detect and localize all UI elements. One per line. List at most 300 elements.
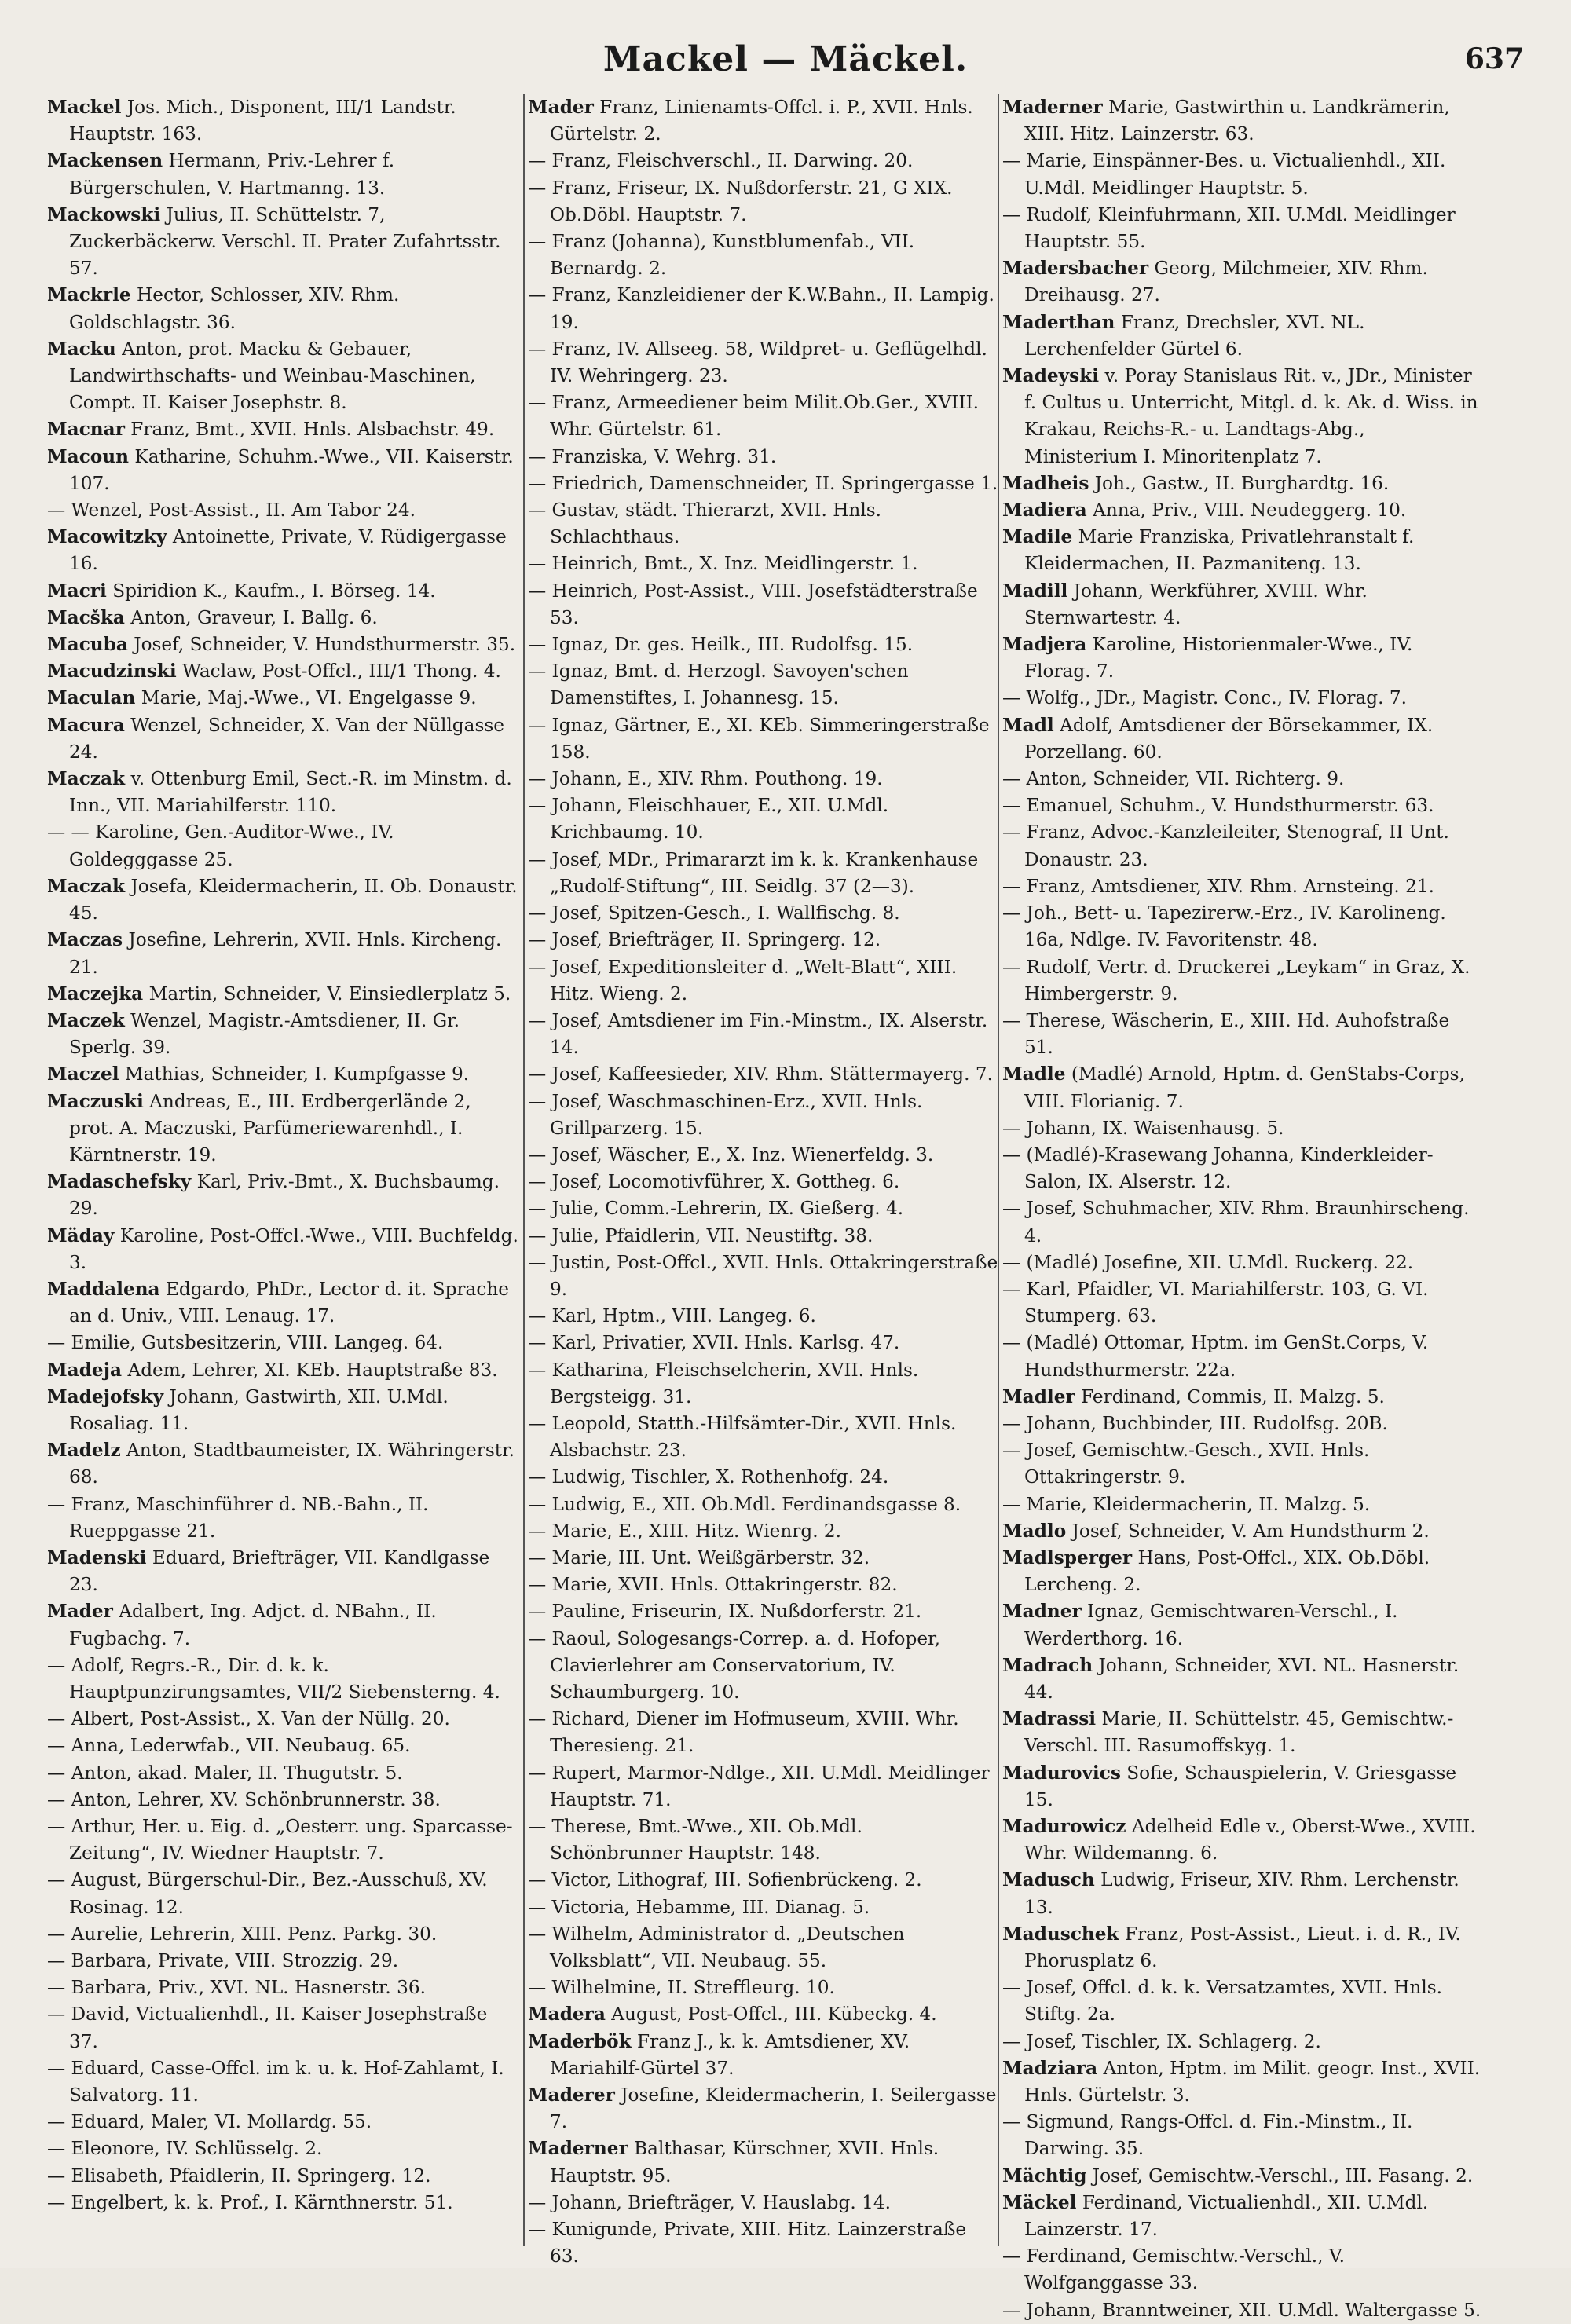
entry-text: — Friedrich, Damenschneider, II. Springergasse 1. [528, 472, 998, 494]
entry-text: Karl, Priv.-Bmt., X. Buchsbaumg. 29. [69, 1171, 500, 1220]
directory-entry [528, 1867, 999, 1894]
entry-text: — Raoul, Sologesangs-Correp. a. d. Hofoper, Clavierlehrer am Conservatorium, IV. Schaumburgerg. 10. [528, 1627, 940, 1703]
entry-text: Waclaw, Post-Offcl., III/1 Thong. 4. [182, 661, 501, 683]
entry-text: — Franz, Armeediener beim Milit.Ob.Ger., XVIII. Whr. Gürtelstr. 61. [528, 392, 980, 441]
directory-entry [528, 900, 999, 927]
entry-text: — August, Bürgerschul-Dir., Bez.-Ausschuß, XV. Rosinag. 12. [47, 1869, 488, 1918]
entry-surname: Madurovics [1002, 1762, 1121, 1784]
entry-text: Ferdinand, Commis, II. Malzg. 5. [1081, 1385, 1385, 1407]
directory-entry [1002, 819, 1483, 873]
entry-surname: Madner [1002, 1601, 1082, 1623]
entry-text: — Emanuel, Schuhm., V. Hundsthurmerstr. 63. [1002, 795, 1434, 817]
entry-text: Marie Franziska, Privatlehranstalt f. Kleidermachen, II. Pazmaniteng. 13. [1024, 526, 1415, 575]
entry-text: Marie, Maj.-Wwe., VI. Engelgasse 9. [141, 687, 477, 709]
directory-entry [1002, 954, 1483, 1008]
entry-text: — Johann, IX. Waisenhausg. 5. [1002, 1117, 1284, 1139]
directory-entry [47, 685, 518, 712]
entry-surname: Mackowski [47, 203, 161, 225]
entry-text: — Josef, Briefträger, II. Springerg. 12. [528, 929, 881, 951]
entry-surname: Maderer [528, 2084, 615, 2106]
entry-text: Jos. Mich., Disponent, III/1 Landstr. Hauptstr. 163. [69, 97, 456, 145]
entry-text: — Ignaz, Dr. ges. Heilk., III. Rudolfsg. 15. [528, 634, 914, 656]
directory-entry [1002, 363, 1483, 470]
directory-entry [47, 2109, 518, 2136]
entry-surname: Maczuski [47, 1090, 144, 1112]
entry-text: Hector, Schlosser, XIV. Rhm. Goldschlagstr. 36. [69, 284, 400, 333]
entry-surname: Macška [47, 606, 125, 628]
directory-entry [528, 1357, 999, 1411]
entry-text: — Wilhelm, Administrator d. „Deutschen Volksblatt“, VII. Neubaug. 55. [528, 1923, 905, 1972]
directory-entry [528, 631, 999, 658]
entry-text: Andreas, E., III. Erdbergerlände 2, prot. A. Maczuski, Parfümeriewarenhdl., I. Kärntnerstr. 19. [69, 1090, 471, 1166]
directory-entry [47, 1276, 518, 1330]
entry-surname: Madill [1002, 580, 1068, 602]
directory-entry [528, 1464, 999, 1491]
entry-text: Wenzel, Schneider, X. Van der Nüllgasse 24. [69, 714, 504, 763]
directory-entry [528, 847, 999, 900]
directory-entry [1002, 148, 1483, 201]
directory-entry [47, 2190, 518, 2216]
entry-text: Balthasar, Kürschner, XVII. Hnls. Hauptstr. 95. [550, 2138, 939, 2187]
entry-text: Adelheid Edle v., Oberst-Wwe., XVIII. Whr. Wildemanng. 6. [1024, 1816, 1476, 1865]
directory-entry [1002, 1813, 1483, 1867]
directory-entry [47, 2001, 518, 2055]
directory-entry [528, 1169, 999, 1195]
entry-text: — Anton, Schneider, VII. Richterg. 9. [1002, 768, 1345, 790]
entry-text: — Josef, Waschmaschinen-Erz., XVII. Hnls. Grillparzerg. 15. [528, 1090, 923, 1139]
entry-surname: Madejofsky [47, 1385, 164, 1407]
column-divider [523, 94, 525, 2246]
entry-text: — Engelbert, k. k. Prof., I. Kärnthnerstr. 51. [47, 2191, 453, 2213]
directory-entry [1002, 631, 1483, 685]
entry-text: Josefa, Kleidermacherin, II. Ob. Donaustr. 45. [69, 875, 518, 924]
directory-entry [1002, 524, 1483, 577]
directory-entry [47, 578, 518, 605]
directory-entry [47, 1598, 518, 1652]
entry-surname: Madheis [1002, 472, 1089, 494]
entry-text: Anna, Priv., VIII. Neudeggerg. 10. [1093, 500, 1407, 522]
entry-text: — Franz, Maschinführer d. NB.-Bahn., II. Rueppgasse 21. [47, 1493, 429, 1542]
entry-text: — Eleonore, IV. Schlüsselg. 2. [47, 2138, 323, 2160]
directory-entry [528, 1089, 999, 1142]
directory-entry [47, 1223, 518, 1276]
entry-text: Johann, Werkführer, XVIII. Whr. Sternwartestr. 4. [1024, 580, 1368, 628]
entry-text: Wenzel, Magistr.-Amtsdiener, II. Gr. Sperlg. 39. [69, 1009, 460, 1059]
entry-text: — Ignaz, Bmt. d. Herzogl. Savoyen'schen Damenstiftes, I. Johannesg. 15. [528, 661, 909, 709]
directory-entry [47, 1061, 518, 1088]
entry-text: — Eduard, Maler, VI. Mollardg. 55. [47, 2111, 372, 2133]
directory-entry [1002, 255, 1483, 309]
entry-text: Ignaz, Gemischtwaren-Verschl., I. Werderthorg. 16. [1024, 1601, 1398, 1649]
entry-text: — (Madlé) Josefine, XII. U.Mdl. Ruckerg. 22. [1002, 1251, 1414, 1273]
directory-entry [47, 202, 518, 283]
directory-entry [528, 1760, 999, 1813]
directory-entry [528, 1813, 999, 1867]
page-number: 637 [1464, 42, 1524, 75]
directory-entry [47, 2136, 518, 2162]
directory-entry [47, 658, 518, 685]
entry-text: — Therese, Bmt.-Wwe., XII. Ob.Mdl. Schönbrunner Hauptstr. 148. [528, 1816, 862, 1865]
column-2 [528, 94, 999, 2267]
entry-surname: Mächtig [1002, 2165, 1087, 2187]
entry-text: Sofie, Schauspielerin, V. Griesgasse 15. [1024, 1762, 1457, 1810]
directory-entry [528, 229, 999, 282]
directory-entry [47, 2163, 518, 2190]
entry-surname: Madelz [47, 1440, 121, 1462]
directory-entry [1002, 1384, 1483, 1411]
directory-entry [1002, 2029, 1483, 2055]
entry-text: Julius, II. Schüttelstr. 7, Zuckerbäckerw. Verschl. II. Prater Zufahrtsstr. 57. [69, 203, 501, 280]
entry-text: — Karl, Hptm., VIII. Langeg. 6. [528, 1305, 816, 1327]
entry-text: — Heinrich, Bmt., X. Inz. Meidlingerstr. 1. [528, 553, 918, 575]
entry-text: — Kunigunde, Private, XIII. Hitz. Lainzerstraße 63. [528, 2219, 967, 2267]
directory-entry [47, 2055, 518, 2109]
directory-entry [1002, 1545, 1483, 1598]
entry-surname: Madler [1002, 1385, 1075, 1407]
directory-entry [1002, 94, 1483, 148]
directory-entry [1002, 1867, 1483, 1920]
directory-entry [47, 873, 518, 927]
directory-entry [1002, 1974, 1483, 2028]
entry-surname: Maduschek [1002, 1923, 1119, 1945]
entry-text: — Ludwig, E., XII. Ob.Mdl. Ferdinandsgasse 8. [528, 1493, 961, 1515]
directory-entry [1002, 1142, 1483, 1195]
entry-text: Josef, Schneider, V. Am Hundsthurm 2. [1071, 1520, 1430, 1542]
entry-surname: Maczejka [47, 983, 144, 1005]
entry-surname: Macowitzky [47, 526, 167, 548]
entry-surname: Maczek [47, 1009, 125, 1031]
directory-entry [47, 1974, 518, 2001]
entry-text: — Anna, Lederwfab., VII. Neubaug. 65. [47, 1735, 411, 1757]
directory-entry [1002, 202, 1483, 255]
entry-surname: Madeyski [1002, 365, 1100, 387]
entry-text: — Eduard, Casse-Offcl. im k. u. k. Hof-Zahlamt, I. Salvatorg. 11. [47, 2057, 504, 2106]
directory-entry [1002, 792, 1483, 819]
entry-surname: Madle [1002, 1063, 1066, 1085]
entry-text: Franz, Linienamts-Offcl. i. P., XVII. Hnls. Gürtelstr. 2. [550, 97, 973, 145]
directory-entry [528, 148, 999, 174]
entry-surname: Maczel [47, 1063, 119, 1085]
entry-surname: Madjera [1002, 634, 1087, 656]
directory-entry [1002, 766, 1483, 792]
directory-entry [1002, 309, 1483, 363]
directory-entry [528, 1545, 999, 1572]
entry-text: — Barbara, Private, VIII. Strozzig. 29. [47, 1950, 399, 1972]
entry-text: — Josef, Offcl. d. k. k. Versatzamtes, XVII. Hnls. Stiftg. 2a. [1002, 1977, 1443, 2026]
directory-entry [47, 336, 518, 417]
directory-entry [1002, 1195, 1483, 1249]
entry-surname: Macku [47, 338, 116, 360]
directory-entry [47, 1948, 518, 1974]
entry-text: Hans, Post-Offcl., XIX. Ob.Döbl. Lercheng. 2. [1024, 1546, 1430, 1596]
directory-entry [47, 148, 518, 201]
entry-text: Marie, Gastwirthin u. Landkrämerin, XIII. Hitz. Lainzerstr. 63. [1024, 97, 1450, 145]
entry-text: Adalbert, Ing. Adjct. d. NBahn., II. Fugbachg. 7. [69, 1601, 437, 1649]
entry-surname: Madile [1002, 526, 1073, 548]
directory-entry [47, 766, 518, 819]
entry-text: — Ignaz, Gärtner, E., XI. KEb. Simmeringerstraße 158. [528, 714, 990, 763]
entry-surname: Macri [47, 580, 107, 602]
directory-entry [528, 2190, 999, 2216]
directory-entry [47, 416, 518, 443]
entry-surname: Madurowicz [1002, 1816, 1126, 1837]
directory-entry [1002, 1061, 1483, 1114]
directory-entry [47, 1921, 518, 1948]
directory-entry [1002, 2243, 1483, 2297]
directory-entry [528, 282, 999, 335]
entry-text: — Pauline, Friseurin, IX. Nußdorferstr. 21. [528, 1601, 922, 1623]
directory-entry [1002, 1437, 1483, 1491]
entry-surname: Macura [47, 714, 125, 736]
entry-text: — Marie, E., XIII. Hitz. Wienrg. 2. [528, 1520, 842, 1542]
directory-entry [47, 1652, 518, 1706]
directory-entry [528, 1223, 999, 1250]
directory-entry [528, 1921, 999, 1974]
entry-text: — Victor, Lithograf, III. Sofienbrückeng. 2. [528, 1869, 922, 1891]
directory-entry [47, 1089, 518, 1169]
entry-text: Mathias, Schneider, I. Kumpfgasse 9. [124, 1063, 470, 1085]
entry-surname: Mäckel [1002, 2191, 1077, 2213]
directory-entry [47, 927, 518, 980]
entry-text: — Rudolf, Vertr. d. Druckerei „Leykam“ in Graz, X. Himbergerstr. 9. [1002, 956, 1470, 1005]
entry-text: Katharine, Schuhm.-Wwe., VII. Kaiserstr. 107. [69, 445, 514, 494]
entry-text: — Albert, Post-Assist., X. Van der Nüllg. 20. [47, 1708, 450, 1730]
entry-text: Franz J., k. k. Amtsdiener, XV. Mariahilf-Gürtel 37. [550, 2030, 910, 2079]
entry-text: Franz, Post-Assist., Lieut. i. d. R., IV. Phorusplatz 6. [1024, 1923, 1461, 1972]
directory-entry [528, 1518, 999, 1545]
directory-entry [528, 175, 999, 229]
column-3 [1002, 94, 1483, 2321]
entry-surname: Macoun [47, 445, 129, 467]
directory-entry [528, 390, 999, 443]
entry-surname: Madusch [1002, 1869, 1095, 1891]
entry-text: Antoinette, Private, V. Rüdigergasse 16. [69, 526, 507, 575]
entry-text: Adem, Lehrer, XI. KEb. Hauptstraße 83. [127, 1359, 498, 1381]
entry-text: — (Madlé) Ottomar, Hptm. im GenSt.Corps, V. Hundsthurmerstr. 22a. [1002, 1332, 1429, 1381]
entry-text: — Franz, Amtsdiener, XIV. Rhm. Arnsteing. 21. [1002, 875, 1435, 897]
directory-entry [1002, 873, 1483, 900]
directory-entry [528, 712, 999, 766]
directory-entry [1002, 1008, 1483, 1061]
entry-text: — Johann, Branntweiner, XII. U.Mdl. Waltergasse 5. [1002, 2299, 1481, 2321]
directory-entry [47, 282, 518, 335]
directory-entry [47, 631, 518, 658]
entry-surname: Maddalena [47, 1278, 160, 1300]
directory-entry [528, 1491, 999, 1518]
entry-text: Georg, Milchmeier, XIV. Rhm. Dreihausg. 27. [1024, 258, 1428, 306]
directory-entry [528, 1303, 999, 1330]
directory-entry [47, 1491, 518, 1545]
directory-entry [528, 1142, 999, 1169]
directory-entry [528, 497, 999, 551]
entry-text: Martin, Schneider, V. Einsiedlerplatz 5. [148, 983, 511, 1005]
entry-text: Franz, Drechsler, XVI. NL. Lerchenfelder Gürtel 6. [1024, 311, 1365, 360]
entry-text: — Franz, IV. Allseeg. 58, Wildpret- u. Geflügelhdl. IV. Wehringerg. 23. [528, 338, 987, 387]
entry-text: — Josef, Tischler, IX. Schlagerg. 2. [1002, 2030, 1321, 2052]
entry-text: — Franz, Fleischverschl., II. Darwing. 20. [528, 150, 914, 172]
directory-entry [528, 927, 999, 953]
directory-entry [1002, 2109, 1483, 2162]
entry-surname: Madenski [47, 1546, 147, 1568]
directory-entry [528, 1250, 999, 1303]
entry-text: Josef, Gemischtw.-Verschl., III. Fasang. 2. [1092, 2165, 1474, 2187]
entry-surname: Maczak [47, 875, 126, 897]
directory-entry [1002, 2190, 1483, 2243]
entry-text: — Julie, Comm.-Lehrerin, IX. Gießerg. 4. [528, 1198, 904, 1220]
entry-text: — Julie, Pfaidlerin, VII. Neustiftg. 38. [528, 1224, 873, 1246]
entry-text: v. Ottenburg Emil, Sect.-R. im Minstm. d. Inn., VII. Mariahilferstr. 110. [69, 768, 512, 817]
entry-text: — Josef, Expeditionsleiter d. „Welt-Blatt“, XIII. Hitz. Wieng. 2. [528, 956, 958, 1005]
entry-text: — Franz (Johanna), Kunstblumenfab., VII. Bernardg. 2. [528, 231, 915, 280]
entry-text: — — Karoline, Gen.-Auditor-Wwe., IV. Goldegggasse 25. [47, 822, 394, 870]
entry-surname: Maderner [528, 2138, 628, 2160]
directory-entry [1002, 470, 1483, 497]
entry-text: — Marie, Kleidermacherin, II. Malzg. 5. [1002, 1493, 1371, 1515]
entry-text: — Wenzel, Post-Assist., II. Am Tabor 24. [47, 500, 416, 522]
entry-text: Anton, Stadtbaumeister, IX. Währingerstr. 68. [69, 1440, 515, 1488]
entry-surname: Madl [1002, 714, 1054, 736]
directory-entry [528, 954, 999, 1008]
directory-entry [47, 981, 518, 1008]
entry-text: — Marie, XVII. Hnls. Ottakringerstr. 82. [528, 1574, 898, 1596]
directory-entry [528, 94, 999, 148]
entry-text: — Rudolf, Kleinfuhrmann, XII. U.Mdl. Meidlinger Hauptstr. 55. [1002, 203, 1456, 253]
directory-entry [47, 1867, 518, 1920]
directory-entry [1002, 1598, 1483, 1652]
directory-entry [47, 819, 518, 873]
running-title: Mackel — Mäckel. [602, 39, 969, 79]
entry-text: — Wolfg., JDr., Magistr. Conc., IV. Florag. 7. [1002, 687, 1407, 709]
entry-text: Karoline, Post-Offcl.-Wwe., VIII. Buchfeldg. 3. [69, 1224, 518, 1273]
entry-surname: Madeja [47, 1359, 123, 1381]
directory-entry [528, 1598, 999, 1625]
entry-text: (Madlé) Arnold, Hptm. d. GenStabs-Corps, VIII. Florianig. 7. [1024, 1063, 1465, 1112]
directory-entry [528, 766, 999, 792]
entry-text: Josefine, Kleidermacherin, I. Seilergasse 7. [550, 2084, 997, 2133]
directory-entry [1002, 578, 1483, 631]
entry-surname: Mackel [47, 97, 122, 118]
directory-entry [528, 1008, 999, 1061]
entry-surname: Macnar [47, 419, 125, 441]
directory-entry [47, 444, 518, 497]
entry-text: — Franz, Friseur, IX. Nußdorferstr. 21, G XIX. Ob.Döbl. Hauptstr. 7. [528, 177, 953, 225]
entry-text: Ludwig, Friseur, XIV. Rhm. Lerchenstr. 13. [1024, 1869, 1459, 1918]
directory-entry [528, 2082, 999, 2136]
entry-text: — Johann, Buchbinder, III. Rudolfsg. 20B. [1002, 1412, 1388, 1434]
directory-entry [47, 712, 518, 766]
entry-text: — Victoria, Hebamme, III. Dianag. 5. [528, 1896, 870, 1918]
entry-text: — Adolf, Regrs.-R., Dir. d. k. k. Hauptpunzirungsamtes, VII/2 Siebensterng. 4. [47, 1654, 500, 1703]
directory-entry [47, 497, 518, 524]
entry-text: — David, Victualienhdl., II. Kaiser Josephstraße 37. [47, 2004, 488, 2052]
entry-surname: Madrach [1002, 1654, 1093, 1676]
directory-entry [47, 1330, 518, 1356]
entry-text: — Josef, Gemischtw.-Gesch., XVII. Hnls. Ottakringerstr. 9. [1002, 1440, 1370, 1488]
directory-entry [528, 2029, 999, 2082]
directory-entry [1002, 497, 1483, 524]
column-1 [47, 94, 518, 2246]
entry-surname: Madersbacher [1002, 258, 1149, 280]
directory-entry [1002, 1250, 1483, 1276]
column-divider [998, 94, 999, 2246]
entry-surname: Mader [47, 1601, 113, 1623]
directory-entry [528, 1974, 999, 2001]
entry-text: — Richard, Diener im Hofmuseum, XVIII. Whr. Theresieng. 21. [528, 1708, 959, 1757]
entry-text: — Karl, Privatier, XVII. Hnls. Karlsg. 47. [528, 1332, 900, 1354]
entry-text: Josefine, Lehrerin, XVII. Hnls. Kircheng. 21. [69, 929, 502, 978]
directory-entry [528, 444, 999, 470]
entry-text: — Arthur, Her. u. Eig. d. „Oesterr. ung. Sparcasse-Zeitung“, IV. Wiedner Hauptstr. 7. [47, 1816, 513, 1865]
entry-text: — Franz, Kanzleidiener der K.W.Bahn., II. Lampig. 19. [528, 284, 994, 333]
directory-entry [1002, 2163, 1483, 2190]
page-header [47, 39, 1524, 86]
entry-text: August, Post-Offcl., III. Kübeckg. 4. [611, 2004, 937, 2026]
entry-text: — Josef, Schuhmacher, XIV. Rhm. Braunhirscheng. 4. [1002, 1198, 1470, 1246]
entry-text: Eduard, Briefträger, VII. Kandlgasse 23. [69, 1546, 490, 1596]
entry-text: — Ludwig, Tischler, X. Rothenhofg. 24. [528, 1466, 889, 1488]
entry-text: — Aurelie, Lehrerin, XIII. Penz. Parkg. 30. [47, 1923, 438, 1945]
directory-entry [47, 1813, 518, 1867]
directory-entry [47, 94, 518, 148]
directory-entry [1002, 900, 1483, 953]
entry-surname: Maderner [1002, 97, 1103, 118]
entry-text: — Marie, III. Unt. Weißgärberstr. 32. [528, 1546, 870, 1568]
entry-text: Marie, II. Schüttelstr. 45, Gemischtw.-Verschl. III. Rasumoffskyg. 1. [1024, 1708, 1454, 1757]
entry-surname: Maczak [47, 768, 126, 790]
entry-text: — Gustav, städt. Thierarzt, XVII. Hnls. Schlachthaus. [528, 500, 882, 548]
entry-text: — Marie, Einspänner-Bes. u. Victualienhdl., XII. U.Mdl. Meidlinger Hauptstr. 5. [1002, 150, 1446, 199]
directory-entry [528, 2136, 999, 2189]
entry-surname: Maculan [47, 687, 136, 709]
directory-entry [528, 658, 999, 712]
directory-entry [1002, 1760, 1483, 1813]
directory-entry [528, 2216, 999, 2270]
entry-text: — Johann, Fleischhauer, E., XII. U.Mdl. Krichbaumg. 10. [528, 795, 889, 844]
directory-entry [528, 470, 999, 497]
directory-entry [1002, 685, 1483, 712]
directory-entry [1002, 1411, 1483, 1437]
entry-text: Johann, Gastwirth, XII. U.Mdl. Rosaliag. 11. [69, 1385, 449, 1434]
directory-entry [528, 1572, 999, 1598]
entry-text: — Karl, Pfaidler, VI. Mariahilferstr. 103, G. VI. Stumperg. 63. [1002, 1278, 1429, 1327]
entry-text: — Heinrich, Post-Assist., VIII. Josefstädterstraße 53. [528, 580, 978, 628]
directory-entry [47, 1169, 518, 1222]
directory-entry [1002, 1518, 1483, 1545]
directory-entry [1002, 1706, 1483, 1759]
directory-entry [1002, 712, 1483, 766]
directory-entry [1002, 1652, 1483, 1706]
entry-text: Karoline, Historienmaler-Wwe., IV. Florag. 7. [1024, 634, 1413, 683]
directory-entry [47, 1384, 518, 1437]
entry-text: — Franz, Advoc.-Kanzleileiter, Stenograf, II Unt. Donaustr. 23. [1002, 822, 1449, 870]
directory-entry [528, 2001, 999, 2028]
directory-entry [528, 1330, 999, 1356]
entry-surname: Mäday [47, 1224, 115, 1246]
directory-entry [528, 336, 999, 390]
entry-text: — Josef, MDr., Primararzt im k. k. Krankenhause „Rudolf-Stiftung“, III. Seidlg. 37 (2—3). [528, 848, 979, 897]
entry-text: — Anton, akad. Maler, II. Thugutstr. 5. [47, 1762, 403, 1784]
entry-text: — Leopold, Statth.-Hilfsämter-Dir., XVII. Hnls. Alsbachstr. 23. [528, 1412, 957, 1462]
entry-text: Anton, Graveur, I. Ballg. 6. [130, 606, 378, 628]
entry-text: — Barbara, Priv., XVI. NL. Hasnerstr. 36. [47, 1977, 427, 1999]
entry-text: Joh., Gastw., II. Burghardtg. 16. [1094, 472, 1390, 494]
entry-text: — Therese, Wäscherin, E., XIII. Hd. Auhofstraße 51. [1002, 1009, 1450, 1059]
entry-text: — Emilie, Gutsbesitzerin, VIII. Langeg. 64. [47, 1332, 444, 1354]
entry-surname: Madaschefsky [47, 1171, 192, 1193]
entry-text: Spiridion K., Kaufm., I. Börseg. 14. [112, 580, 436, 602]
entry-text: — Elisabeth, Pfaidlerin, II. Springerg. 12. [47, 2165, 431, 2187]
entry-text: Anton, Hptm. im Milit. geogr. Inst., XVII. Hnls. Gürtelstr. 3. [1024, 2057, 1481, 2106]
